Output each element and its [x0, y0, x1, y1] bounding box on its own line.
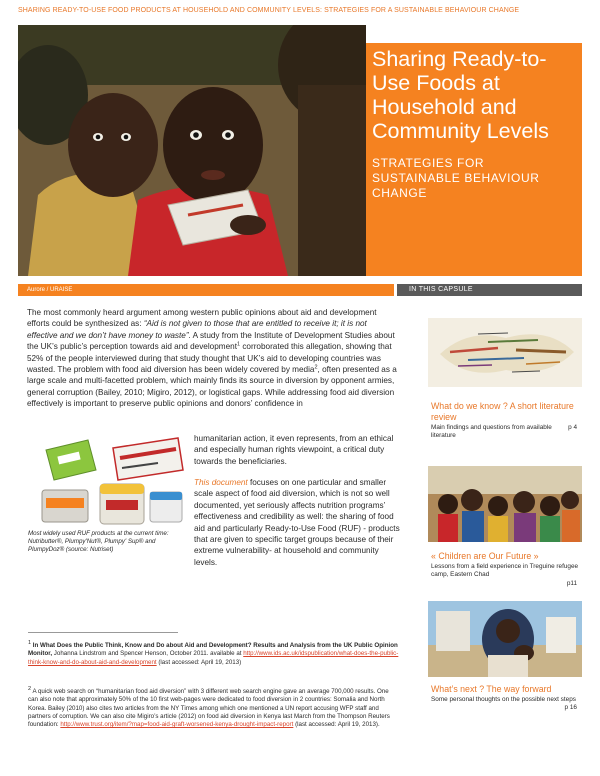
- footnote-1-title: In What Does the Public Think, Know and Do about Aid and Development? Results and Analysis from the UK Public Opinion Monitor,: [28, 642, 398, 658]
- capsule-thumbnail-way-forward: [428, 601, 582, 677]
- capsule-item-2-text: Lessons from a field experience in Treguine refugee camp, Eastern Chad: [431, 563, 579, 579]
- document-title: Sharing Ready-to-Use Foods at Household and Community Levels: [372, 47, 549, 143]
- footnote-ref-2[interactable]: 2: [314, 364, 318, 371]
- capsule-thumbnail-literature: [428, 318, 582, 387]
- ruf-products-illustration: [38, 436, 186, 528]
- children-photo-illustration: [18, 25, 366, 276]
- footnote-2-link[interactable]: http://www.trust.org/item/?map=food-aid-graft-worsened-kenya-drought-impact-report: [60, 721, 294, 729]
- capsule-item-3-text: Some personal thoughts on the possible next steps: [431, 696, 576, 703]
- capsule-item-3-desc: [431, 696, 583, 713]
- intro-text-1: The most commonly heard argument among western public opinions about aid and development efforts could be synthesized as:: [27, 308, 377, 329]
- mother-child-illustration: [428, 601, 582, 677]
- footnote-2: [28, 685, 400, 729]
- this-document-paragraph: [194, 477, 400, 568]
- title-panel: [366, 43, 582, 276]
- intro-paragraph-continued: humanitarian action, it even represents, from an ethical and especially human rights viewpoint, a critical duty towards the beneficiaries.: [194, 434, 394, 466]
- footnote-1-number: 1: [28, 639, 32, 646]
- footnote-2-text: A quick web search on “humanitarian food aid diversion” with 3 different web search engine gave an average 700,000 results. One can also note that approximately 50% of the 10 first web-pages were dedicated to food diversion in 2 countries: Somalia and North Korea. Bailey (2010) also cites two articles from the NY Times among which one mentioned a UN report accusing WFP staff and partners of corruption. We can also cite Migiro’s article (2012) on food aid diversion in Kenya last March from the Thompson Reuters foundation:: [28, 688, 390, 729]
- word-cloud-illustration: [428, 318, 582, 387]
- intro-paragraph: [27, 307, 397, 410]
- capsule-item-3-title[interactable]: What’s next ? The way forward: [431, 684, 552, 694]
- byline-bar: Aurore / URAISE: [18, 284, 394, 296]
- footnote-ref-1[interactable]: 1: [236, 341, 241, 348]
- footnote-2-accessed: (last accessed: April 19, 2013).: [293, 721, 380, 729]
- capsule-item-1-desc: [431, 424, 583, 441]
- intro-text-3: corroborated this allegation, showing that 52% of the people interviewed during that study thought that UK’s aid to developing countries was wasted. The problem with food aid diversion has been widely covered by media: [27, 342, 392, 375]
- footnote-1: [28, 639, 400, 667]
- hero-photo: [18, 25, 366, 276]
- children-group-illustration: [428, 466, 582, 542]
- intro-text-2: A study from the Institute of Development Studies about the UK’s public’s perception towards aid and development: [27, 330, 395, 352]
- this-document-lead: This document: [194, 478, 248, 487]
- footnote-divider: [28, 632, 178, 633]
- document-subtitle: STRATEGIES FOR SUSTAINABLE BEHAVIOUR CHANGE: [372, 156, 540, 200]
- capsule-item-1-text: Main findings and questions from available literature: [431, 424, 552, 440]
- capsule-item-2-desc: [431, 563, 583, 588]
- ruf-image-caption: Most widely used RUF products at the current time: Nutributter®, Plumpy'Nut®, Plumpy' Sup® and PlumpyDoz® (source: Nutriset): [28, 530, 169, 554]
- capsule-item-1-page: p 4: [568, 424, 577, 431]
- this-document-text: focuses on one particular and smaller scale aspect of food aid diversion, which is not so well documented, yet seriously affects nutrition programs’ effectiveness and credibility as well: the sharing of food aid and particularly Ready-to-Use Food (RUF) - products that are given to specific target groups because of their extreme vulnerability- at household and community levels.: [194, 478, 400, 567]
- footnote-1-accessed: (last accessed: April 19, 2013): [156, 658, 242, 666]
- capsule-item-1-title[interactable]: What do we know ? A short literature review: [431, 401, 574, 422]
- capsule-item-3-page: p 16: [564, 704, 577, 712]
- capsule-thumbnail-children: [428, 466, 582, 542]
- capsule-item-2-title[interactable]: « Children are Our Future »: [431, 551, 539, 561]
- intro-text-4: , often presented as a large scale and multi-facetted problem, which mainly finds its source in diversion by opponent armies, general corruption (Bailey, 2010; Migiro, 2012), or logistical gaps. While addressing food aid diversion effectively is important to preserve public opinions and donors’ confidence in: [27, 365, 397, 409]
- ruf-products-image: [38, 436, 186, 528]
- footnote-1-text: Johanna Lindstrom and Spencer Henson, October 2011. available at: [52, 650, 244, 658]
- capsule-item-2-page: p11: [566, 579, 577, 587]
- footnote-2-number: 2: [28, 685, 32, 692]
- in-this-capsule-bar: IN THIS CAPSULE: [397, 284, 582, 296]
- running-head: SHARING READY-TO-USE FOOD PRODUCTS AT HOUSEHOLD AND COMMUNITY LEVELS: STRATEGIES FOR A SUSTAINABLE BEHAVIOUR CHANGE: [18, 7, 520, 14]
- intro-quote: “Aid is not given to those that are entitled to receive it; it is not effective and we don’t have money to waste”.: [27, 319, 367, 340]
- footnote-1-link[interactable]: http://www.ids.ac.uk/idspublication/what-does-the-public-think-know-and-do-about-aid-and-development: [28, 650, 399, 666]
